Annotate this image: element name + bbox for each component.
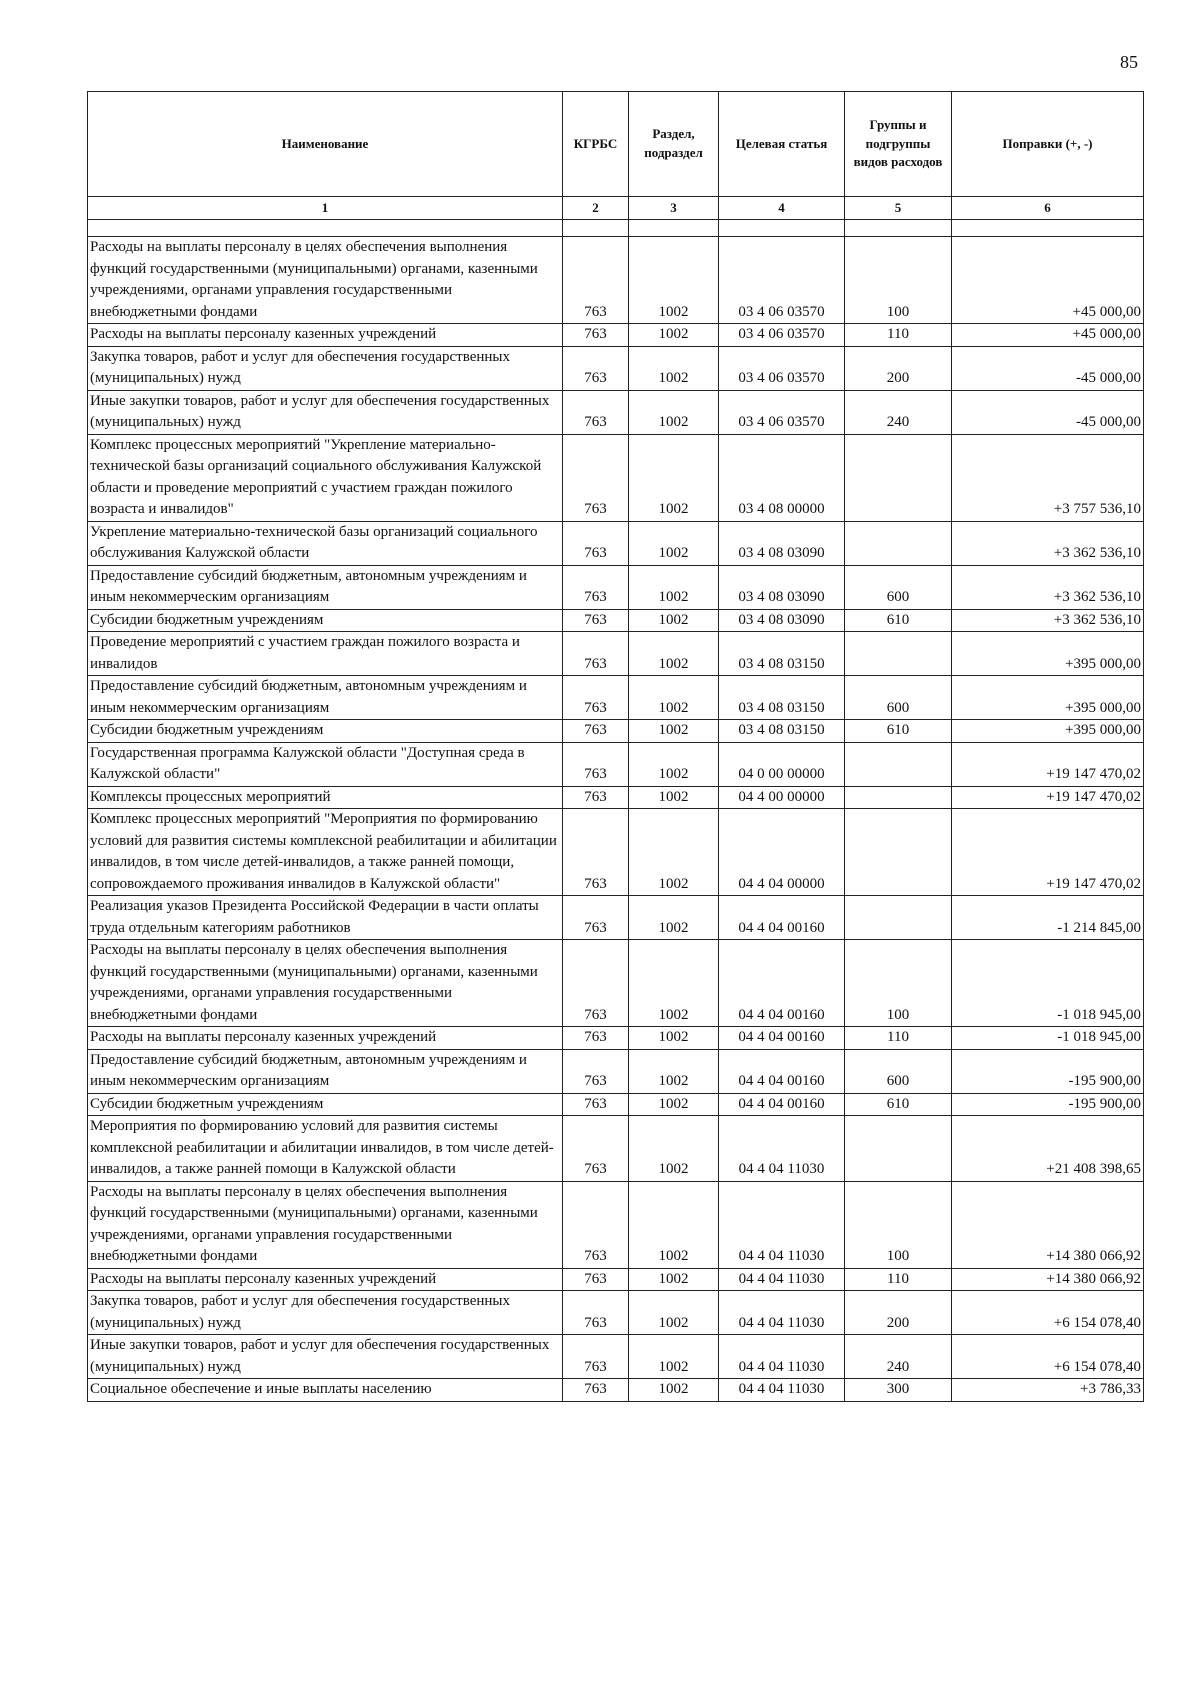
table-row [88, 632, 1144, 676]
row-target-article: 04 4 04 00000 [719, 809, 845, 896]
table-row [88, 346, 1144, 390]
row-name: Иные закупки товаров, работ и услуг для обеспечения государственных (муниципальных) нужд [88, 390, 563, 434]
row-expense-group: 200 [845, 346, 952, 390]
row-section: 1002 [629, 1093, 719, 1116]
row-section: 1002 [629, 521, 719, 565]
spacer-row [88, 220, 1144, 237]
row-amendment-amount: +45 000,00 [952, 237, 1144, 324]
row-name: Комплекс процессных мероприятий "Мероприятия по формированию условий для развития системы комплексной реабилитации и абилитации инвалидов, в том числе детей-инвалидов, а также ранней помощи, сопровождаемого проживания инвалидов в Калужской области" [88, 809, 563, 896]
row-section: 1002 [629, 1291, 719, 1335]
row-kgrbs: 763 [563, 809, 629, 896]
header-target: Целевая статья [719, 92, 845, 197]
row-section: 1002 [629, 1335, 719, 1379]
row-target-article: 04 4 04 11030 [719, 1379, 845, 1402]
row-section: 1002 [629, 1268, 719, 1291]
row-name: Мероприятия по формированию условий для развития системы комплексной реабилитации и абилитации инвалидов, в том числе детей-инвалидов, а также ранней помощи в Калужской области [88, 1116, 563, 1182]
table-row [88, 742, 1144, 786]
row-expense-group: 610 [845, 720, 952, 743]
table-row [88, 940, 1144, 1027]
row-kgrbs: 763 [563, 940, 629, 1027]
row-amendment-amount: +3 786,33 [952, 1379, 1144, 1402]
column-number: 3 [629, 197, 719, 220]
row-kgrbs: 763 [563, 434, 629, 521]
row-target-article: 04 4 04 00160 [719, 1093, 845, 1116]
row-amendment-amount: +6 154 078,40 [952, 1291, 1144, 1335]
row-name: Расходы на выплаты персоналу казенных учреждений [88, 1268, 563, 1291]
row-target-article: 03 4 06 03570 [719, 237, 845, 324]
table-row [88, 434, 1144, 521]
row-expense-group [845, 896, 952, 940]
row-amendment-amount: -195 900,00 [952, 1093, 1144, 1116]
row-kgrbs: 763 [563, 1027, 629, 1050]
table-row [88, 786, 1144, 809]
table-row [88, 1268, 1144, 1291]
row-amendment-amount: +14 380 066,92 [952, 1181, 1144, 1268]
row-kgrbs: 763 [563, 1335, 629, 1379]
row-kgrbs: 763 [563, 1181, 629, 1268]
table-row [88, 390, 1144, 434]
row-kgrbs: 763 [563, 786, 629, 809]
row-section: 1002 [629, 565, 719, 609]
row-expense-group: 110 [845, 324, 952, 347]
row-target-article: 03 4 08 03150 [719, 676, 845, 720]
row-amendment-amount: -45 000,00 [952, 390, 1144, 434]
row-amendment-amount: +3 362 536,10 [952, 565, 1144, 609]
row-kgrbs: 763 [563, 1291, 629, 1335]
row-name: Укрепление материально-технической базы организаций социального обслуживания Калужской области [88, 521, 563, 565]
row-name: Расходы на выплаты персоналу казенных учреждений [88, 1027, 563, 1050]
column-number: 6 [952, 197, 1144, 220]
table-row [88, 1291, 1144, 1335]
row-expense-group: 610 [845, 609, 952, 632]
table-row [88, 1116, 1144, 1182]
header-name: Наименование [88, 92, 563, 197]
row-section: 1002 [629, 720, 719, 743]
row-expense-group: 600 [845, 565, 952, 609]
row-amendment-amount: +19 147 470,02 [952, 742, 1144, 786]
column-number: 2 [563, 197, 629, 220]
row-kgrbs: 763 [563, 324, 629, 347]
row-target-article: 03 4 08 03150 [719, 632, 845, 676]
header-kgrbs: КГРБС [563, 92, 629, 197]
row-expense-group: 600 [845, 1049, 952, 1093]
row-expense-group: 110 [845, 1268, 952, 1291]
row-target-article: 03 4 08 03150 [719, 720, 845, 743]
row-expense-group: 100 [845, 237, 952, 324]
page-number: 85 [1120, 52, 1138, 72]
table-row [88, 609, 1144, 632]
row-section: 1002 [629, 809, 719, 896]
row-name: Расходы на выплаты персоналу в целях обеспечения выполнения функций государственными (муниципальными) органами, казенными учреждениями, органами управления государственными внебюджетными фондами [88, 1181, 563, 1268]
row-target-article: 04 4 04 11030 [719, 1291, 845, 1335]
row-name: Расходы на выплаты персоналу в целях обеспечения выполнения функций государственными (муниципальными) органами, казенными учреждениями, органами управления государственными внебюджетными фондами [88, 940, 563, 1027]
row-section: 1002 [629, 346, 719, 390]
row-kgrbs: 763 [563, 1049, 629, 1093]
row-amendment-amount: +3 362 536,10 [952, 609, 1144, 632]
table-row [88, 1379, 1144, 1402]
row-target-article: 04 4 04 00160 [719, 940, 845, 1027]
row-kgrbs: 763 [563, 1268, 629, 1291]
row-section: 1002 [629, 1049, 719, 1093]
row-name: Закупка товаров, работ и услуг для обеспечения государственных (муниципальных) нужд [88, 346, 563, 390]
row-amendment-amount: -1 018 945,00 [952, 940, 1144, 1027]
row-expense-group: 100 [845, 940, 952, 1027]
row-amendment-amount: -1 018 945,00 [952, 1027, 1144, 1050]
row-amendment-amount: +19 147 470,02 [952, 809, 1144, 896]
row-target-article: 03 4 06 03570 [719, 390, 845, 434]
row-target-article: 04 4 04 00160 [719, 1027, 845, 1050]
row-kgrbs: 763 [563, 720, 629, 743]
row-section: 1002 [629, 676, 719, 720]
row-name: Предоставление субсидий бюджетным, автономным учреждениям и иным некоммерческим организациям [88, 676, 563, 720]
row-amendment-amount: +6 154 078,40 [952, 1335, 1144, 1379]
row-name: Субсидии бюджетным учреждениям [88, 1093, 563, 1116]
row-section: 1002 [629, 390, 719, 434]
table-row [88, 1027, 1144, 1050]
row-section: 1002 [629, 1116, 719, 1182]
row-name: Закупка товаров, работ и услуг для обеспечения государственных (муниципальных) нужд [88, 1291, 563, 1335]
row-expense-group [845, 786, 952, 809]
row-section: 1002 [629, 324, 719, 347]
row-kgrbs: 763 [563, 237, 629, 324]
row-expense-group: 610 [845, 1093, 952, 1116]
row-section: 1002 [629, 1181, 719, 1268]
row-amendment-amount: +21 408 398,65 [952, 1116, 1144, 1182]
row-name: Реализация указов Президента Российской Федерации в части оплаты труда отдельным категориям работников [88, 896, 563, 940]
table-row [88, 565, 1144, 609]
row-expense-group [845, 1116, 952, 1182]
row-amendment-amount: -45 000,00 [952, 346, 1144, 390]
row-expense-group: 600 [845, 676, 952, 720]
header-amendments: Поправки (+, -) [952, 92, 1144, 197]
table-row [88, 1049, 1144, 1093]
row-section: 1002 [629, 786, 719, 809]
row-target-article: 03 4 06 03570 [719, 324, 845, 347]
header-section: Раздел, подраздел [629, 92, 719, 197]
row-kgrbs: 763 [563, 1093, 629, 1116]
row-name: Расходы на выплаты персоналу в целях обеспечения выполнения функций государственными (муниципальными) органами, казенными учреждениями, органами управления государственными внебюджетными фондами [88, 237, 563, 324]
table-row [88, 324, 1144, 347]
row-section: 1002 [629, 609, 719, 632]
row-expense-group: 100 [845, 1181, 952, 1268]
row-kgrbs: 763 [563, 676, 629, 720]
row-section: 1002 [629, 1379, 719, 1402]
row-name: Расходы на выплаты персоналу казенных учреждений [88, 324, 563, 347]
row-expense-group: 300 [845, 1379, 952, 1402]
table-row [88, 237, 1144, 324]
table-body [88, 220, 1144, 1402]
row-amendment-amount: +3 362 536,10 [952, 521, 1144, 565]
header-row [88, 92, 1144, 197]
row-target-article: 03 4 08 03090 [719, 565, 845, 609]
row-target-article: 04 4 04 11030 [719, 1268, 845, 1291]
row-expense-group [845, 742, 952, 786]
row-expense-group [845, 434, 952, 521]
row-target-article: 04 4 00 00000 [719, 786, 845, 809]
row-name: Предоставление субсидий бюджетным, автономным учреждениям и иным некоммерческим организациям [88, 1049, 563, 1093]
table-row [88, 1093, 1144, 1116]
row-name: Комплексы процессных мероприятий [88, 786, 563, 809]
row-expense-group: 200 [845, 1291, 952, 1335]
table-row [88, 521, 1144, 565]
row-target-article: 04 4 04 11030 [719, 1116, 845, 1182]
row-amendment-amount: +395 000,00 [952, 676, 1144, 720]
table-row [88, 720, 1144, 743]
row-section: 1002 [629, 940, 719, 1027]
row-target-article: 04 4 04 00160 [719, 1049, 845, 1093]
row-name: Социальное обеспечение и иные выплаты населению [88, 1379, 563, 1402]
row-target-article: 03 4 06 03570 [719, 346, 845, 390]
row-kgrbs: 763 [563, 390, 629, 434]
row-kgrbs: 763 [563, 632, 629, 676]
row-amendment-amount: -195 900,00 [952, 1049, 1144, 1093]
column-number: 1 [88, 197, 563, 220]
row-expense-group: 240 [845, 1335, 952, 1379]
table-row [88, 1335, 1144, 1379]
row-target-article: 04 4 04 11030 [719, 1335, 845, 1379]
column-number-row [88, 197, 1144, 220]
row-name: Комплекс процессных мероприятий "Укрепление материально-технической базы организаций социального обслуживания Калужской области и проведение мероприятий с участием граждан пожилого возраста и инвалидов" [88, 434, 563, 521]
row-section: 1002 [629, 742, 719, 786]
row-section: 1002 [629, 632, 719, 676]
row-amendment-amount: -1 214 845,00 [952, 896, 1144, 940]
row-name: Субсидии бюджетным учреждениям [88, 609, 563, 632]
row-name: Предоставление субсидий бюджетным, автономным учреждениям и иным некоммерческим организациям [88, 565, 563, 609]
row-name: Проведение мероприятий с участием граждан пожилого возраста и инвалидов [88, 632, 563, 676]
row-name: Субсидии бюджетным учреждениям [88, 720, 563, 743]
row-amendment-amount: +19 147 470,02 [952, 786, 1144, 809]
row-target-article: 04 4 04 11030 [719, 1181, 845, 1268]
row-amendment-amount: +395 000,00 [952, 720, 1144, 743]
row-expense-group: 240 [845, 390, 952, 434]
budget-amendments-table [87, 91, 1144, 1402]
table-row [88, 676, 1144, 720]
table-row [88, 1181, 1144, 1268]
row-expense-group: 110 [845, 1027, 952, 1050]
row-name: Иные закупки товаров, работ и услуг для обеспечения государственных (муниципальных) нужд [88, 1335, 563, 1379]
row-section: 1002 [629, 434, 719, 521]
row-expense-group [845, 809, 952, 896]
row-amendment-amount: +395 000,00 [952, 632, 1144, 676]
header-groups: Группы и подгруппы видов расходов [845, 92, 952, 197]
row-target-article: 03 4 08 03090 [719, 521, 845, 565]
row-target-article: 03 4 08 00000 [719, 434, 845, 521]
row-target-article: 04 0 00 00000 [719, 742, 845, 786]
row-name: Государственная программа Калужской области "Доступная среда в Калужской области" [88, 742, 563, 786]
column-number: 5 [845, 197, 952, 220]
row-amendment-amount: +45 000,00 [952, 324, 1144, 347]
row-kgrbs: 763 [563, 609, 629, 632]
row-kgrbs: 763 [563, 1116, 629, 1182]
row-kgrbs: 763 [563, 896, 629, 940]
row-target-article: 04 4 04 00160 [719, 896, 845, 940]
row-target-article: 03 4 08 03090 [719, 609, 845, 632]
row-kgrbs: 763 [563, 1379, 629, 1402]
row-section: 1002 [629, 1027, 719, 1050]
table-row [88, 809, 1144, 896]
row-kgrbs: 763 [563, 565, 629, 609]
row-kgrbs: 763 [563, 742, 629, 786]
row-amendment-amount: +3 757 536,10 [952, 434, 1144, 521]
row-kgrbs: 763 [563, 521, 629, 565]
row-section: 1002 [629, 237, 719, 324]
row-expense-group [845, 521, 952, 565]
column-number: 4 [719, 197, 845, 220]
row-amendment-amount: +14 380 066,92 [952, 1268, 1144, 1291]
row-expense-group [845, 632, 952, 676]
row-section: 1002 [629, 896, 719, 940]
row-kgrbs: 763 [563, 346, 629, 390]
table-row [88, 896, 1144, 940]
